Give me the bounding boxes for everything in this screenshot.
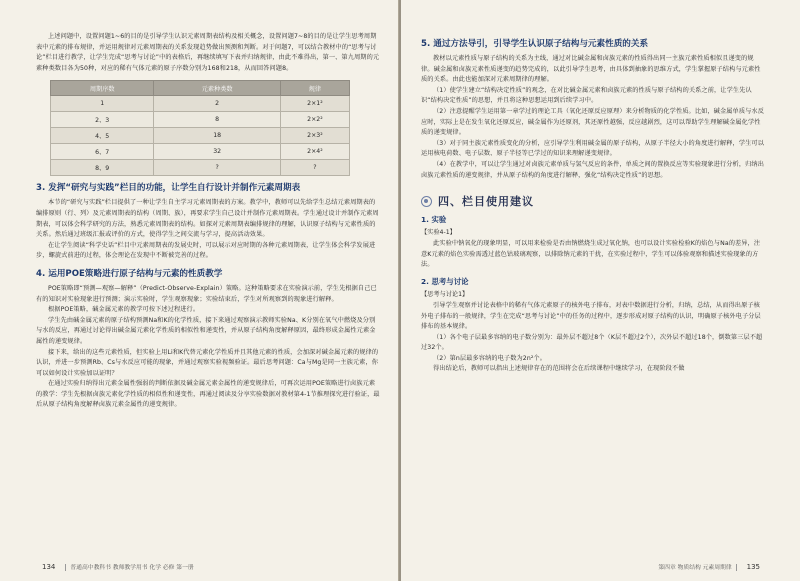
right-footer: [658, 562, 766, 571]
left-page: [0, 0, 399, 581]
body-paragraph: 学生先由碱金属元素的原子结构预测Na和K的化学性质，接下来通过观察演示教师实验Na、K分别在氧气中燃烧及分别与水的反应，再通过讨论得出碱金属元素化学性质的相似性和递变性，并从原子结构角度解释原因，最终形成金属性元素金属性的递变规律。: [36, 316, 376, 345]
table-row: [51, 160, 350, 176]
table-cell: 2×4²: [280, 144, 349, 160]
subsection-heading: 1. 实验: [421, 215, 447, 225]
left-footer: [36, 562, 194, 571]
table-cell: 32: [154, 144, 280, 160]
footer-divider: [65, 564, 66, 571]
table-cell: 8、9: [51, 160, 154, 176]
chapter-title: 第四章 物质结构 元素周期律: [658, 565, 732, 571]
table-cell: 6、7: [51, 144, 154, 160]
table-header: 元素种类数: [154, 81, 280, 96]
chapter-section-heading: [421, 193, 766, 209]
table-cell: 4、5: [51, 128, 154, 144]
section-heading: 5. 通过方法导引，引导学生认识原子结构与元素性质的关系: [421, 39, 649, 49]
table-row: [51, 144, 350, 160]
circle-bullet-icon: [421, 196, 432, 207]
table-cell: 2、3: [51, 112, 154, 128]
body-paragraph: 教材以元素性质与原子结构的关系为主线，通过对比碱金属和卤族元素的性质得出同一主族元素性质相似且递变的规律。碱金属和卤族元素性质递变的趋势完成的，以此引导学生思考，由具体到抽象的思维方式，学生掌握原子结构与元素性质的关系。由此也能加深对元素周期律的理解。: [421, 55, 761, 84]
body-paragraph: POE策略即“预测—观察—解释”（Predict-Observe-Explain）策略。这种策略要求在实验演示前，学生先根据自己已有的知识对实验现象进行预测；演示实验时，学生观察现象；实验结束后，学生对所观察到的现象进行解释。: [36, 284, 377, 303]
body-paragraph: 得出结论后，教师可以指出上述规律存在的范围将会在后续课程中继续学习，在现阶段不做: [433, 365, 685, 373]
body-paragraph: （2）注意提醒学生运用第一章学过的理论工具（氧化还原反应原理）来分析物质的化学性质。比如，碱金属单质与水反应时，实际上是在发生氧化还原反应，碱金属作为还原剂，其还原性越强，反应越剧烈，这可以帮助学生理解碱金属化学性质的递变规律。: [421, 107, 764, 137]
page-number: 134: [42, 563, 56, 571]
body-paragraph: 在让学生阅读“科学史话”栏目中元素周期表的发展史时，可以展示对应时期的各种元素周期表，让学生体会科学发展进步，螺旋式前进的过程，体会理论在发现中不断被完善的过程。: [36, 241, 376, 260]
table-header: 规律: [280, 81, 349, 96]
table-cell: ?: [154, 160, 280, 176]
table-cell: 2×3²: [280, 128, 349, 144]
section-title: 四、栏目使用建议: [438, 195, 534, 209]
body-paragraph: 此实验中钠氧化的现象明显，可以用来检验是否由钠燃烧生成过氧化钠，也可以设计实验检验K的焰色与Na的差异，注意K元素的焰色实验需透过蓝色钴玻璃观察，以排除钠元素的干扰，在实验过程中，学生可以体验观察和描述实验现象的方法。: [421, 240, 761, 269]
table-header-row: [51, 81, 350, 96]
body-paragraph: （1）使学生建立“结构决定性质”的观念，在对比碱金属元素和卤族元素的性质与原子结构的关系之前，让学生先认识“结构决定性质”的思想，并且将这种思想运用到后续学习中。: [421, 86, 752, 105]
activity-tag: 【实验4-1】: [421, 229, 456, 237]
body-paragraph: 引导学生观察并讨论表格中的稀有气体元素原子的核外电子排布，对表中数据进行分析，归纳，总结，从而得出原子核外电子排布的一般规律，学生在完成“思考与讨论”中的任务的过程中，逐步形成对原子结构的认识，明确原子核外电子分层排布的基本规律。: [421, 301, 761, 331]
body-paragraph: 接下来，给出的这些元素性质，但实验上用Li和K代替元素化学性质并且其他元素的性质，会加深对碱金属元素的规律的认识，并进一步预测Rb、Cs与水反应可能的现象，并通过观察实验视频验证。最后思考问题：Ca与Mg是同一主族元素，你可以如何设计实验加以证明？: [36, 348, 379, 377]
section-heading: 4. 运用POE策略进行原子结构与元素的性质教学: [36, 268, 223, 279]
table-header: 周期序数: [51, 81, 154, 96]
table-cell: 2×1²: [280, 96, 349, 112]
subsection-heading: 2. 思考与讨论: [421, 276, 469, 286]
book-title: 普通高中教科书 教师教学用书 化学 必修 第一册: [70, 565, 194, 571]
body-paragraph: （4）在教学中，可以让学生通过对卤族元素单质与氢气反应的条件，单质之间的置换反应等实验现象进行分析，归纳出卤族元素性质的递变规律，并从原子结构的角度进行解释，强化“结构决定性质”的思想。: [421, 160, 764, 179]
table-cell: 8: [154, 112, 280, 128]
intro-paragraph: 上述问题中，设置问题1~6的目的是引导学生认识元素周期表结构及相关概念，设置问题7~8的目的是让学生思考周期表中元素的排布规律，并运用规律对元素周期表的关系发现趋势做出预测和判断。对于问题7，可以结合教材中的“思考与讨论”栏目进行教学，让学生完成“思考与讨论”中的表格后，再继续填写下表并归纳规律，由此不难得出，第一、第九周期的元素种类数目各为50种，对应的稀有气体元素的原子序数分别为168和218，从而回答问题8。: [36, 33, 380, 72]
body-paragraph: （2）第n层最多容纳的电子数为2n²个。: [433, 354, 547, 362]
section-heading: 3. 发挥“研究与实践”栏目的功能，让学生自行设计并制作元素周期表: [36, 183, 301, 194]
table-row: [51, 128, 350, 144]
body-paragraph: 本节的“研究与实践”栏目提供了一种让学生自主学习元素周期表的方案。教学中，教师可以先给学生总结元素周期表的编排原则（行、列）及元素周期表的结构（周期、族），再要求学生自己设计并制作元素周期表。学生通过设计并制作元素周期表，可以体会科学研究的方法，熟悉元素周期表的结构。如探对元素周期表编排规律的理解，认识原子结构与元素性质的关系。然后通过班级汇报或评价的方式，使得学生之间交流与学习，提高活动效果。: [36, 199, 379, 239]
activity-tag: 【思考与讨论1】: [421, 290, 469, 298]
table-cell: ?: [280, 160, 349, 176]
body-paragraph: （1）各个电子层最多容纳的电子数分别为：最外层不超过8个（K层不超过2个），次外层不超过18个，倒数第三层不超过32个。: [421, 333, 763, 352]
body-paragraph: 在通过实验归纳得出元素金属性强弱的判断依据及碱金属元素金属性的递变规律后，可再次运用POE策略进行卤族元素的教学：学生先根据卤族元素化学性质的相似性和递变性，再通过阅读及分享实验数据对教材第4-1节推理探究进行验证，最后从原子结构角度解释卤族元素金属性的递变规律。: [36, 380, 380, 409]
footer-divider: [736, 564, 737, 571]
table-cell: 18: [154, 128, 280, 144]
table-cell: 2×2²: [280, 112, 349, 128]
body-paragraph: 根据POE策略，碱金属元素的教学可按下述过程进行。: [48, 306, 200, 314]
body-paragraph: （3）对于同主族元素性质变化的分析，应引导学生利用碱金属的原子结构，从原子半径大小的角度进行解释，学生可以运用核电荷数、电子层数、原子半径等已学过的知识来理解递变规律。: [421, 139, 764, 158]
right-page: [401, 0, 800, 581]
page-number: 135: [746, 563, 760, 571]
table-row: [51, 96, 350, 112]
table-cell: 1: [51, 96, 154, 112]
table-cell: 2: [154, 96, 280, 112]
period-table: [50, 80, 350, 176]
table-row: [51, 112, 350, 128]
